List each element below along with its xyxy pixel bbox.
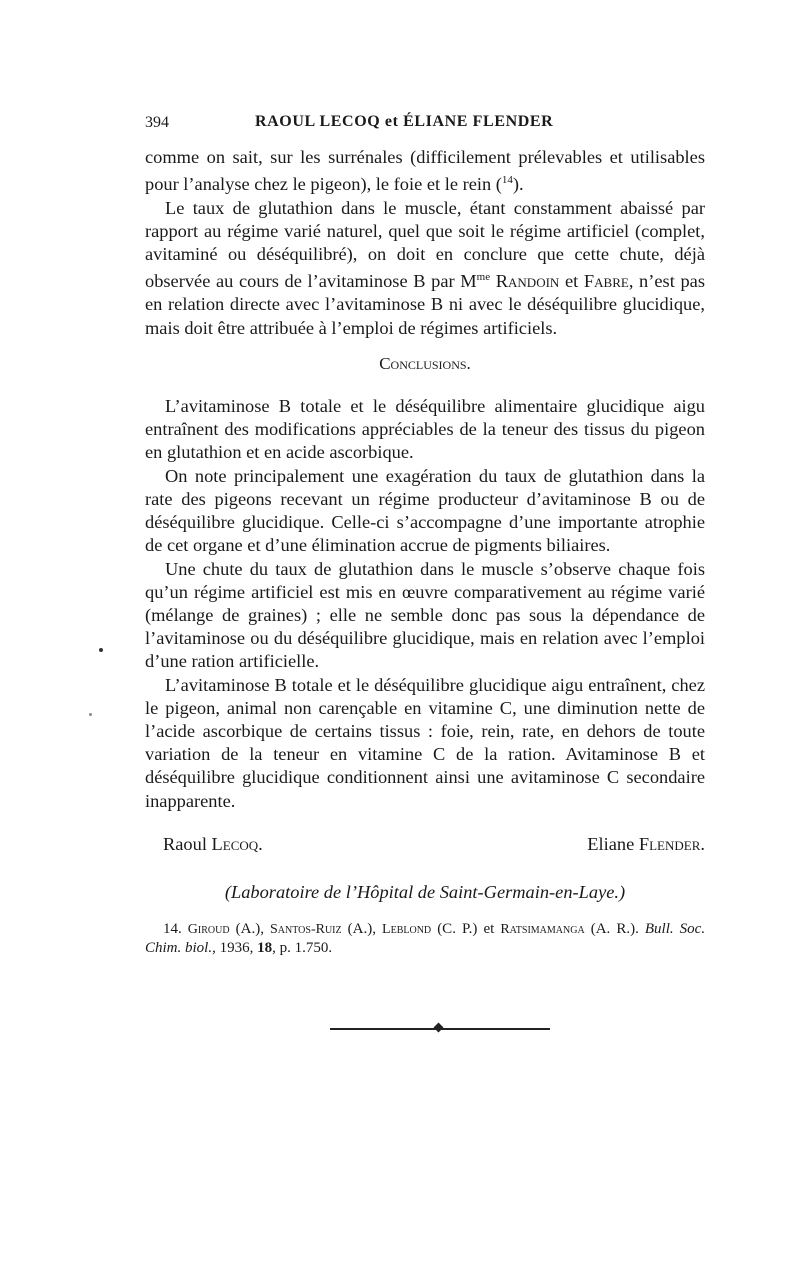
footnote-ref: 14 (501, 174, 513, 187)
signature-lecoq: Raoul Lecoq. (163, 833, 263, 854)
conclusion-1: L’avitaminose B totale et le déséquilibre alimentaire glucidique aigu entraînent des modifications appréciables de la teneur des tissus du pigeon en glutathion et en acide ascorbique. (145, 396, 705, 463)
body-text (145, 146, 705, 957)
signature-flender: Eliane Flender. (587, 833, 705, 854)
conclusions-heading: Conclusions. (379, 353, 471, 373)
paragraph-continuation: comme on sait, sur les surrénales (difficilement prélevables et utilisables pour l’analyse chez le pigeon), le foie et le rein ($^{14}$). (145, 147, 705, 195)
conclusion-3: Une chute du taux de glutathion dans le muscle s’observe chaque fois qu’un régime artificiel est mis en œuvre comparativement au régime varié (mélange de graines) ; elle ne semble donc pas sous la dépendance de l’avitaminose ou du déséquilibre glucidique, mais en relation avec l’emploi d’une ration artificielle. (145, 558, 705, 672)
author-randoin: Randoin (495, 271, 560, 292)
laboratory-affiliation: (Laboratoire de l’Hôpital de Saint-Germain-en-Laye.) (224, 881, 626, 902)
page-number: 394 (145, 114, 169, 131)
print-speck (89, 713, 92, 716)
signatures (145, 833, 705, 863)
paragraph-glutathion-muscle: Le taux de glutathion dans le muscle, étant constamment abaissé par rapport au régime varié naturel, quel que soit le régime artificiel (complet, avitaminé ou déséquilibré), on doit en conclure que cette chute, déjà observée au cours de l’avitaminose B par $M^{me}$ Randoin et Fabre, n’est pas en relation directe avec l’avitaminose B ni avec le déséquilibre glucidique, mais doit être attribuée à l’emploi de régimes artificiels. (145, 197, 705, 338)
author-fabre: Fabre (583, 271, 629, 292)
running-title: RAOUL LECOQ et ÉLIANE FLENDER (255, 113, 554, 130)
print-speck (99, 648, 103, 652)
conclusion-4: L’avitaminose B totale et le déséquilibre glucidique aigu entraînent, chez le pigeon, animal non carençable en vitamine C, une diminution nette de l’acide ascorbique de certains tissus : foie, rein, rate, en dehors de toute variation de la teneur en vitamine C de la ration. Avitaminose B et déséquilibre glucidique conditionnent ainsi une avitaminose C secondaire inapparente. (145, 674, 705, 811)
footnote-14: 14. Giroud (A.), Santos-Ruiz (A.), Leblond (C. P.) et Ratsimamanga (A. R.). Bull. Soc. Chim. biol., 1936, 18, p. 1.750. (145, 920, 706, 956)
end-ornament-rule (330, 1024, 550, 1034)
running-head (145, 114, 705, 138)
conclusion-2: On note principalement une exagération du taux de glutathion dans la rate des pigeons recevant un régime producteur d’avitaminose B ou de déséquilibre glucidique. Celle-ci s’accompagne d’une importante atrophie de cet organe et d’une élimination accrue de pigments biliaires. (145, 465, 705, 556)
diamond-icon (434, 1023, 444, 1033)
